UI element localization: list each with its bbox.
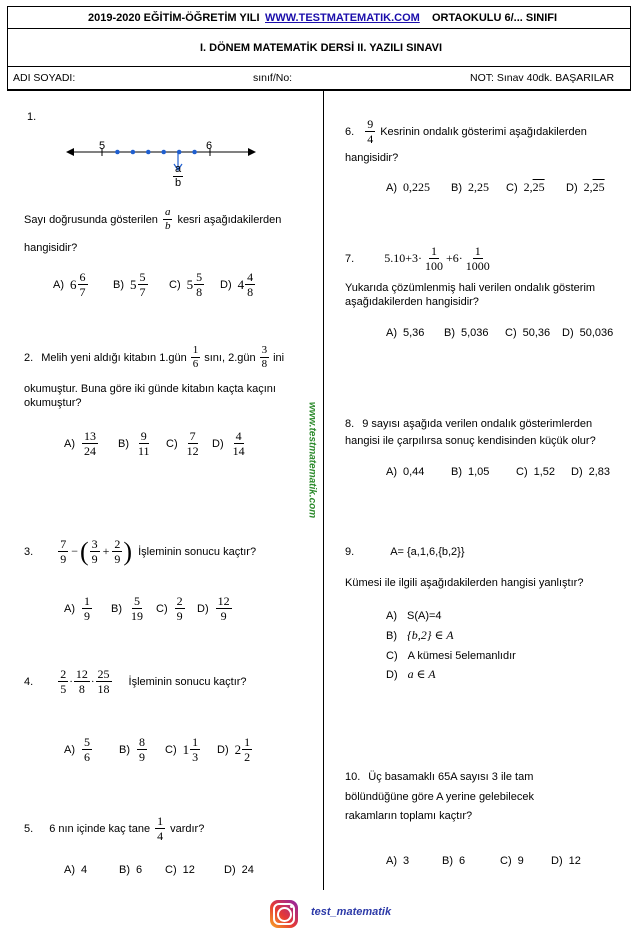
q6-f-num: 9 bbox=[367, 117, 374, 131]
q9-option-d[interactable] bbox=[386, 667, 436, 682]
q3-option-c-num: 2 bbox=[176, 594, 183, 608]
q5-f-num: 1 bbox=[157, 814, 164, 828]
q1-option-d-den: 8 bbox=[247, 285, 254, 299]
q2-option-c-num: 7 bbox=[189, 429, 196, 443]
q3-option-c[interactable] bbox=[156, 595, 186, 622]
q7-expression bbox=[345, 245, 493, 272]
q3-option-d[interactable] bbox=[197, 595, 233, 622]
q1-frac-den: b bbox=[164, 220, 171, 232]
q3-minus: − bbox=[71, 544, 78, 558]
q9-option-value: {b,2} ∈ A bbox=[407, 628, 454, 642]
q1-option-d-frac bbox=[245, 271, 255, 298]
q2-text-line2: okumuştur. Buna göre iki günde kitabın kaçta kaçını bbox=[24, 383, 276, 395]
q5-number: 5. bbox=[24, 822, 34, 835]
q4-option-c-num: 1 bbox=[192, 735, 199, 749]
q9-option-label: B) bbox=[386, 629, 397, 642]
q3-number: 3. bbox=[24, 545, 34, 558]
q1-option-whole: 5 bbox=[186, 276, 194, 292]
q8-option-c[interactable] bbox=[516, 466, 555, 478]
header-divider-2 bbox=[7, 66, 631, 67]
q3-b-den: 9 bbox=[91, 552, 98, 566]
q10-option-a[interactable] bbox=[386, 855, 409, 867]
q2-option-d[interactable] bbox=[212, 430, 248, 457]
q3-plus: + bbox=[102, 544, 110, 558]
q6-number: 6. bbox=[345, 125, 355, 138]
q3-option-label: A) bbox=[64, 602, 75, 615]
instagram-icon-dot bbox=[290, 905, 293, 908]
q8-option-b[interactable] bbox=[451, 466, 489, 478]
q4-option-label: D) bbox=[217, 743, 229, 756]
q3-option-a-den: 9 bbox=[84, 609, 90, 623]
q4-dot-2: · bbox=[90, 675, 95, 688]
number-line bbox=[66, 135, 256, 175]
q2-option-c-frac bbox=[185, 430, 201, 457]
q4-dot-1: · bbox=[69, 675, 73, 688]
q4-option-whole: 1 bbox=[182, 741, 190, 757]
q1-option-whole: 4 bbox=[237, 276, 245, 292]
q10-number: 10. bbox=[345, 771, 361, 783]
q4-b-den: 8 bbox=[78, 682, 85, 696]
q7-option-value: 5,36 bbox=[403, 327, 425, 339]
q2-text-c: ini bbox=[273, 351, 285, 364]
website-link[interactable]: WWW.TESTMATEMATIK.COM bbox=[265, 12, 420, 24]
q2-text-line1 bbox=[24, 345, 284, 370]
q5-option-b[interactable] bbox=[119, 864, 142, 876]
q2-option-b[interactable] bbox=[118, 430, 153, 457]
q3-a-den: 9 bbox=[60, 552, 67, 566]
number-line-point bbox=[161, 150, 166, 155]
q3-option-c-frac bbox=[175, 595, 185, 622]
q3-option-b-den: 19 bbox=[131, 609, 143, 623]
q10-option-value: 9 bbox=[517, 855, 524, 867]
q2-option-label: D) bbox=[212, 437, 224, 450]
q4-option-b[interactable] bbox=[119, 736, 148, 763]
q6-option-d[interactable] bbox=[566, 180, 605, 195]
q10-option-b[interactable] bbox=[442, 855, 465, 867]
q7-text-line1: Yukarıda çözümlenmiş hali verilen ondalık gösterim bbox=[345, 282, 596, 294]
q4-option-a[interactable] bbox=[64, 736, 93, 763]
q6-option-value: 0,225 bbox=[403, 180, 430, 194]
tick-label-5: 5 bbox=[99, 140, 106, 152]
q5-option-label: B) bbox=[119, 864, 130, 876]
class-label: sınıf/No: bbox=[253, 72, 293, 84]
q4-expression bbox=[24, 668, 247, 695]
q4-option-label: A) bbox=[64, 743, 75, 756]
q10-option-label: C) bbox=[500, 855, 512, 867]
instagram-handle[interactable]: test_matematik bbox=[311, 906, 392, 918]
q1-text-b: kesri aşağıdakilerden bbox=[177, 213, 282, 226]
q7-option-value: 50,036 bbox=[579, 327, 614, 339]
q4-option-b-den: 9 bbox=[139, 750, 145, 764]
instagram-icon-ring bbox=[277, 907, 292, 922]
q4-option-label: B) bbox=[119, 743, 130, 756]
q7-option-label: B) bbox=[444, 327, 455, 339]
q2-option-a-den: 24 bbox=[84, 444, 96, 458]
q10-option-label: B) bbox=[442, 855, 453, 867]
q8-text-line2: hangisi ile çarpılırsa sonuç kendisinden küçük olur? bbox=[345, 435, 596, 447]
q7-number: 7. bbox=[345, 252, 355, 265]
q7-f2-num: 1 bbox=[474, 244, 481, 258]
q4-a-num: 2 bbox=[60, 667, 67, 681]
q2-option-d-den: 14 bbox=[232, 444, 245, 458]
q1-option-b-frac bbox=[138, 271, 148, 298]
q7-f2-den: 1000 bbox=[465, 259, 490, 273]
q2-option-d-frac bbox=[231, 430, 247, 457]
q6-option-c[interactable] bbox=[506, 180, 545, 195]
watermark: www.testmatematik.com bbox=[306, 401, 318, 519]
q5-option-value: 4 bbox=[81, 864, 88, 876]
q4-option-c[interactable] bbox=[165, 736, 201, 763]
q6-text-a: Kesrinin ondalık gösterimi aşağıdakilerden bbox=[380, 125, 587, 138]
q9-option-a[interactable] bbox=[386, 610, 442, 622]
q3-option-b[interactable] bbox=[111, 595, 146, 622]
q1-frac-num: a bbox=[164, 206, 171, 218]
q6-option-label: D) bbox=[566, 181, 578, 194]
q9-option-label: D) bbox=[386, 668, 398, 681]
q3-c-den: 9 bbox=[114, 552, 121, 566]
q5-text-a: 6 nın içinde kaç tane bbox=[49, 822, 151, 835]
q9-option-value: a ∈ A bbox=[407, 667, 436, 681]
q9-option-value: A kümesi 5elemanlıdır bbox=[407, 650, 516, 662]
q5-option-a[interactable] bbox=[64, 864, 87, 876]
q3-c-num: 2 bbox=[114, 537, 121, 551]
q1-option-label: D) bbox=[220, 278, 232, 291]
q1-number: 1. bbox=[27, 111, 37, 123]
q5-option-label: A) bbox=[64, 864, 75, 876]
q2-option-label: B) bbox=[118, 437, 129, 450]
q7-option-a[interactable] bbox=[386, 327, 424, 339]
q1-text-line2: hangisidir? bbox=[24, 242, 78, 254]
q8-option-label: C) bbox=[516, 466, 528, 478]
q1-option-b-den: 7 bbox=[139, 285, 146, 299]
q3-open-paren: ( bbox=[79, 536, 89, 566]
q3-option-a-num: 1 bbox=[84, 594, 90, 608]
school-title: ORTAOKULU 6/... SINIFI bbox=[432, 12, 558, 24]
q6-option-value: 2, bbox=[583, 180, 593, 194]
q8-option-a[interactable] bbox=[386, 466, 424, 478]
q10-option-c[interactable] bbox=[500, 855, 524, 867]
q7-option-d[interactable] bbox=[562, 327, 613, 339]
q1-option-a-frac bbox=[78, 271, 88, 298]
q2-number: 2. bbox=[24, 351, 34, 364]
q2-option-label: C) bbox=[166, 437, 178, 450]
instagram-icon[interactable] bbox=[270, 900, 298, 928]
q10-text-line3: rakamların toplamı kaçtır? bbox=[345, 810, 473, 822]
q1-option-a-den: 7 bbox=[79, 285, 86, 299]
pointer-fraction-num: a bbox=[175, 163, 182, 175]
q5-option-value: 6 bbox=[136, 864, 143, 876]
q7-option-label: C) bbox=[505, 327, 517, 339]
q7-text-line2: aşağıdakilerden hangisidir? bbox=[345, 296, 479, 308]
q6-option-label: C) bbox=[506, 181, 518, 194]
q7-option-label: A) bbox=[386, 327, 397, 339]
q1-option-whole: 6 bbox=[70, 276, 77, 292]
q2-option-a-num: 13 bbox=[84, 429, 96, 443]
q2-text-a: Melih yeni aldığı kitabın 1.gün bbox=[41, 351, 187, 364]
q3-option-a-frac bbox=[82, 595, 92, 622]
q5-option-value: 12 bbox=[182, 864, 195, 876]
number-line-left-arrow bbox=[66, 148, 74, 156]
q10-option-label: D) bbox=[551, 855, 563, 867]
q4-option-d-num: 1 bbox=[244, 735, 251, 749]
q2-option-a[interactable] bbox=[64, 430, 99, 457]
q10-text-line1 bbox=[345, 771, 533, 783]
q2-f1-den: 6 bbox=[192, 358, 199, 370]
q9-set: A= {a,1,6,{b,2}} bbox=[390, 546, 465, 558]
q5-option-label: D) bbox=[224, 864, 236, 876]
q8-option-label: A) bbox=[386, 466, 397, 478]
q2-f2-den: 8 bbox=[261, 358, 268, 370]
q4-text: İşleminin sonucu kaçtır? bbox=[128, 675, 247, 688]
q1-option-a-num: 6 bbox=[79, 270, 86, 284]
q7-option-b[interactable] bbox=[444, 327, 489, 339]
q4-option-a-num: 5 bbox=[84, 735, 90, 749]
q3-option-c-den: 9 bbox=[176, 609, 183, 623]
q1-text-line1 bbox=[24, 207, 281, 232]
q1-option-d[interactable] bbox=[220, 271, 256, 298]
q3-option-d-frac bbox=[216, 595, 232, 622]
q2-option-a-frac bbox=[82, 430, 98, 457]
q1-option-label: C) bbox=[169, 278, 181, 291]
q7-expr-b: +6· bbox=[445, 251, 463, 265]
q3-option-label: B) bbox=[111, 602, 122, 615]
q4-option-label: C) bbox=[165, 743, 177, 756]
q8-option-value: 1,52 bbox=[533, 466, 556, 478]
q7-expr-a: 5.10+3· bbox=[384, 251, 422, 265]
q2-f2-num: 3 bbox=[261, 344, 268, 356]
q1-option-whole: 5 bbox=[130, 276, 137, 292]
name-label: ADI SOYADI: bbox=[13, 72, 76, 84]
q1-option-label: B) bbox=[113, 278, 124, 291]
number-line-point bbox=[146, 150, 151, 155]
q3-option-b-frac bbox=[129, 595, 145, 622]
q7-option-value: 50,36 bbox=[522, 327, 551, 339]
q4-option-b-frac bbox=[137, 736, 147, 763]
q4-c-num: 25 bbox=[97, 667, 110, 681]
q7-option-c[interactable] bbox=[505, 327, 550, 339]
q10-option-value: 12 bbox=[568, 855, 581, 867]
q6-option-repeating: 25 bbox=[592, 180, 605, 194]
q9-set-line bbox=[345, 546, 465, 558]
q6-text-line2: hangisidir? bbox=[345, 152, 399, 164]
q9-option-label: A) bbox=[386, 610, 397, 622]
q9-option-c[interactable] bbox=[386, 650, 516, 662]
q2-text-b: sını, 2.gün bbox=[204, 351, 256, 364]
q10-text-line2: bölündüğüne göre A yerine gelebilecek bbox=[345, 791, 534, 803]
q4-option-a-den: 6 bbox=[84, 750, 90, 764]
header-divider-3 bbox=[7, 90, 631, 91]
q2-option-b-num: 9 bbox=[140, 429, 147, 443]
number-line-point bbox=[131, 150, 136, 155]
q6-option-label: B) bbox=[451, 181, 462, 194]
q2-option-label: A) bbox=[64, 437, 75, 450]
q8-option-label: B) bbox=[451, 466, 462, 478]
q8-option-value: 1,05 bbox=[468, 466, 490, 478]
q10-text-a: Üç basamaklı 65A sayısı 3 ile tam bbox=[368, 771, 534, 783]
q8-text-line1 bbox=[345, 418, 592, 430]
q3-expression bbox=[24, 538, 256, 565]
q8-option-label: D) bbox=[571, 466, 583, 478]
q5-option-d[interactable] bbox=[224, 864, 254, 876]
q10-option-value: 3 bbox=[403, 855, 410, 867]
q1-option-c-num: 5 bbox=[196, 270, 203, 284]
pointer-fraction-den: b bbox=[175, 177, 182, 189]
q3-text: İşleminin sonucu kaçtır? bbox=[138, 545, 257, 558]
q2-option-c-den: 12 bbox=[186, 444, 199, 458]
q2-option-b-frac bbox=[136, 430, 152, 457]
q1-option-a[interactable] bbox=[53, 271, 89, 298]
year-title: 2019-2020 EĞİTİM-ÖĞRETİM YILI bbox=[88, 12, 260, 24]
q2-option-d-num: 4 bbox=[235, 429, 242, 443]
q5-option-value: 24 bbox=[241, 864, 254, 876]
q3-option-a[interactable] bbox=[64, 595, 93, 622]
q1-text-a: Sayı doğrusunda gösterilen bbox=[24, 213, 158, 226]
q4-number: 4. bbox=[24, 675, 34, 688]
q4-a-den: 5 bbox=[60, 682, 67, 696]
q1-option-c-frac bbox=[194, 271, 204, 298]
q3-close-paren: ) bbox=[123, 536, 133, 566]
q5-f-den: 4 bbox=[157, 829, 164, 843]
q3-option-label: D) bbox=[197, 602, 209, 615]
q8-text-a: 9 sayısı aşağıda verilen ondalık gösterimlerden bbox=[362, 418, 593, 430]
q4-b-num: 12 bbox=[75, 667, 88, 681]
q2-option-b-den: 11 bbox=[138, 444, 150, 458]
q6-option-label: A) bbox=[386, 181, 397, 194]
q5-option-label: C) bbox=[165, 864, 177, 876]
exam-note: NOT: Sınav 40dk. BAŞARILAR bbox=[470, 72, 615, 84]
q9-option-label: C) bbox=[386, 650, 398, 662]
number-line-point bbox=[192, 150, 197, 155]
q3-option-label: C) bbox=[156, 602, 168, 615]
q8-option-d[interactable] bbox=[571, 466, 610, 478]
q6-option-b[interactable] bbox=[451, 180, 489, 195]
q4-option-a-frac bbox=[82, 736, 92, 763]
q8-number: 8. bbox=[345, 418, 355, 430]
q9-text: Kümesi ile ilgili aşağıdakilerden hangisi yanlıştır? bbox=[345, 577, 584, 589]
q1-option-b-num: 5 bbox=[139, 270, 146, 284]
q9-number: 9. bbox=[345, 546, 355, 558]
q7-f1-den: 100 bbox=[424, 259, 443, 273]
pointer-fraction bbox=[172, 164, 184, 189]
q3-b-num: 3 bbox=[91, 537, 98, 551]
q3-option-d-num: 12 bbox=[217, 594, 230, 608]
number-line-point bbox=[115, 150, 120, 155]
q5-text-b: vardır? bbox=[170, 822, 205, 835]
q10-option-d[interactable] bbox=[551, 855, 581, 867]
q4-option-d-frac bbox=[242, 736, 252, 763]
q1-option-c[interactable] bbox=[169, 271, 205, 298]
q4-option-whole: 2 bbox=[234, 741, 242, 757]
q3-option-d-den: 9 bbox=[220, 609, 227, 623]
column-divider bbox=[323, 90, 324, 890]
q7-option-label: D) bbox=[562, 327, 574, 339]
number-line-right-arrow bbox=[248, 148, 256, 156]
q5-text bbox=[24, 815, 204, 842]
q6-text-line1 bbox=[345, 118, 587, 145]
q6-f-den: 4 bbox=[367, 132, 374, 146]
q3-a-num: 7 bbox=[60, 537, 67, 551]
q10-option-value: 6 bbox=[459, 855, 466, 867]
q1-option-d-num: 4 bbox=[247, 270, 254, 284]
q6-option-repeating: 25 bbox=[532, 180, 545, 194]
q4-option-d[interactable] bbox=[217, 736, 253, 763]
q3-option-b-num: 5 bbox=[134, 594, 140, 608]
q4-option-d-den: 2 bbox=[244, 750, 251, 764]
q4-c-den: 18 bbox=[97, 682, 110, 696]
q1-option-c-den: 8 bbox=[196, 285, 203, 299]
q9-option-value: S(A)=4 bbox=[407, 610, 442, 622]
q6-option-value: 2,25 bbox=[468, 180, 489, 194]
q8-option-value: 2,83 bbox=[588, 466, 611, 478]
q8-option-value: 0,44 bbox=[403, 466, 425, 478]
q7-option-value: 5,036 bbox=[461, 327, 489, 339]
q2-f1-num: 1 bbox=[192, 344, 199, 356]
q4-option-b-num: 8 bbox=[139, 735, 145, 749]
q1-option-label: A) bbox=[53, 278, 64, 291]
exam-title: I. DÖNEM MATEMATİK DERSİ II. YAZILI SINAVI bbox=[199, 42, 443, 54]
q4-option-c-den: 3 bbox=[192, 750, 199, 764]
q6-option-value: 2, bbox=[523, 180, 533, 194]
q7-f1-num: 1 bbox=[430, 244, 437, 258]
q10-option-label: A) bbox=[386, 855, 397, 867]
q6-option-a[interactable] bbox=[386, 180, 430, 195]
tick-label-6: 6 bbox=[206, 140, 213, 152]
q2-text-line3: okumuştur? bbox=[24, 397, 82, 409]
q4-option-c-frac bbox=[190, 736, 200, 763]
q5-option-c[interactable] bbox=[165, 864, 195, 876]
q1-option-b[interactable] bbox=[113, 271, 149, 298]
q2-option-c[interactable] bbox=[166, 430, 202, 457]
header-divider-1 bbox=[7, 28, 631, 29]
q9-option-b[interactable] bbox=[386, 628, 454, 643]
